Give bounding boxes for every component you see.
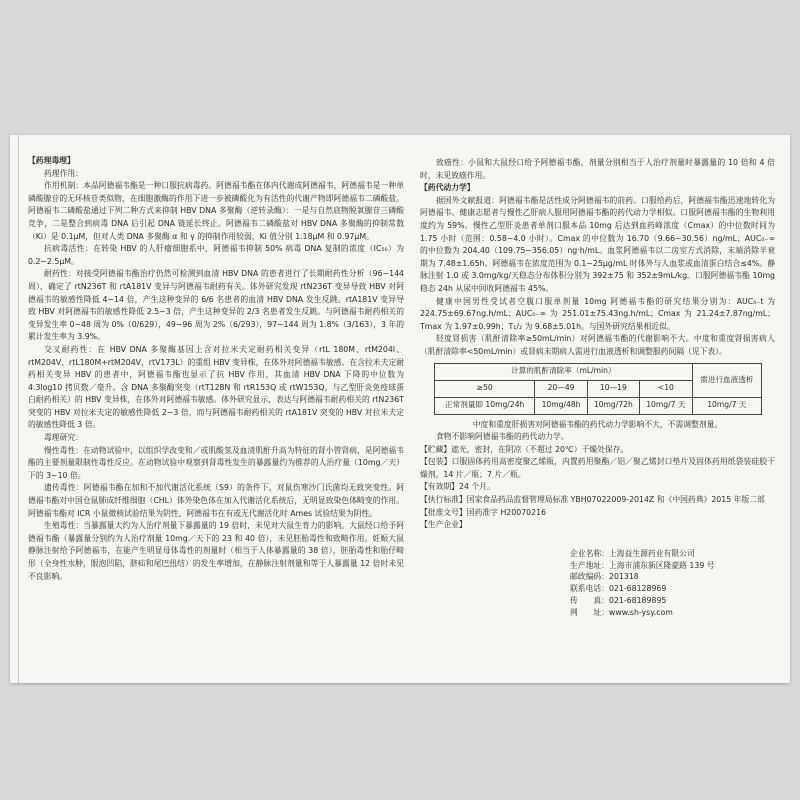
table-cell: 20—49 — [535, 380, 587, 397]
chronic-toxicity-paragraph: 慢性毒性：在动物试验中，以组织学改变和／或肌酸氢及血清肌酐升高为特征的肾小管肾病，是阿德福韦酯的主要剂量限制性毒性反应。在动物试验中观察到肾毒性发生的暴露量约为推荐的人治疗量（10mg／天）下的 3~10 倍。 — [28, 445, 404, 480]
company-name: 企业名称：上海益生源药业有限公司 — [570, 548, 695, 558]
cross-resistance-paragraph: 交叉耐药性：在 HBV DNA 多聚酶基因上含对拉米夫定耐药相关变异（rtL 180M、rtM204I、rtM204V、rtL180M+rtM204V、rtV173L）的重组 HBV 变异株，在体外对阿德福韦敏感。在含拉米夫定耐药相关变异 HBV 的患者中，阿德福韦酯也显示了抗 HBV 作用，其血清 HBV DNA 下降的中位数为 4.3log10 拷贝数／毫升。含 DNA 多聚酶突变（rtT128N 和 rtR153Q 或 rtW153Q，与乙型肝炎免疫球蛋白耐药相关）的 HBV 变异株，在体外对阿德福韦敏感。体外研究显示，表达与阿德福韦耐药相关的 rtN236T 突变的 HBV 对拉米夫定的敏感性降低 2~3 倍，而与阿德福韦耐药相关的 rtA181V 突变的 HBV 对拉米夫定的敏感性降低 3 倍。 — [28, 344, 404, 430]
company-postcode: 邮政编码：201318 — [570, 572, 639, 582]
pharmacokinetics-header: 【药代动力学】 — [420, 183, 475, 193]
validity-section: 【有效期】24 个月。 — [420, 482, 495, 492]
standard-section: 【执行标准】国家食品药品监督管理局标准 YBH07022009-2014Z 和《中国药典》2015 年版二部 — [420, 495, 765, 505]
fold-line — [18, 135, 19, 683]
company-info — [570, 548, 775, 619]
table-cell: <10 — [639, 380, 692, 397]
table-row — [435, 363, 762, 380]
table-cell: 10mg/7 天 — [639, 397, 692, 414]
table-header-clearance: 计算的肌酐清除率（mL/min） — [435, 363, 693, 380]
table-cell: 10mg/48h — [535, 397, 587, 414]
company-fax: 传 真：021-68189895 — [570, 596, 667, 606]
table-cell: 10mg/72h — [587, 397, 639, 414]
pk-paragraph-3: 轻度肾损害（肌酐清除率≥50mL/min）对阿德福韦酯的代谢影响不大。中度和重度肾损害病人（肌酐清除率<50mL/min）或肾病末期病人需进行血液透析和调整服药间隔（见下表）。 — [420, 334, 775, 356]
storage-section: 【贮藏】遮光，密封，在阴凉（不超过 20℃）干燥处保存。 — [420, 444, 629, 454]
reproductive-toxicity-paragraph: 生殖毒性：当暴露量大约为人治疗剂量下暴露量的 19 倍时，未见对大鼠生育力的影响。大鼠经口给予阿德福韦酯（暴露量分别约为人治疗剂量 10mg／天下的 23 和 40 倍），未见胚胎毒性和致畸作用。妊娠大鼠静脉注射给予阿德福韦，在能产生明显母体毒性的剂量时（相当于人体暴露量的 38 倍），胚胎毒性和胎仔畸形（全身性水肿，眼泡凹陷，脐疝和尾巴扭结）的发生率增加，在静脉注射剂量和等于人暴露量 12 倍时未见不良影响。 — [28, 521, 404, 581]
manufacturer-header: 【生产企业】 — [420, 520, 467, 530]
company-website: 网 址：www.sh-ysy.com — [570, 607, 673, 617]
table-header-dialysis: 需进行血液透析 — [692, 363, 761, 397]
table-cell: 正常剂量即 10mg/24h — [435, 397, 535, 414]
mechanism-paragraph: 作用机制：本品阿德福韦酯是一种口服抗病毒药。阿德福韦酯在体内代谢成阿德福韦，阿德福韦是一种单磷酸腺苷的无环核苷类似物，在细胞激酶的作用下进一步被磷酸化为有活性的代谢产物即阿德福韦二磷酸盐。阿德福韦二磷酸盐通过下列二种方式来抑制 HBV DNA 多聚酶（逆转录酶）：一是与自然底物脱氧腺苷三磷酸竞争，二是整合到病毒 DNA 后引起 DNA 链延长终止。阿德福韦二磷酸盐对 HBV DNA 多聚酶的抑制常数（Ki）是 0.1μM，但对人类 DNA 多聚酶 α 和 γ 的抑制作用较弱，Ki 值分别 1.18μM 和 0.97μM。 — [28, 181, 404, 241]
pk-paragraph-2: 健康中国男性受试者空腹口服单剂量 10mg 阿德福韦酯的研究结果分别为：AUC₀₋t 为 224.75±69.67ng.h/mL；AUC₀₋∞ 为 251.01±75.43ng.h/mL；Cmax 为 21.24±7.87ng/mL；Tmax 为 1.97±0.99h；T₁/₂ 为 9.68±5.01h。与国外研究结果相近似。 — [420, 296, 775, 331]
genetic-toxicity-paragraph: 遗传毒性：阿德福韦酯在加和不加代谢活化系统（S9）的条件下，对鼠伤寒沙门氏菌均无致突变性。阿德福韦酯对中国仓鼠肺成纤维细胞（CHL）体外染色体在加入代谢活化系统后，无明显致染色体畸变的作用。阿德福韦酯对 ICR 小鼠微核试验结果为阴性，阿德福韦在有或无代谢活化时 Ames 试验结果为阴性。 — [28, 483, 404, 518]
leaflet-sheet — [10, 135, 790, 683]
table-cell: 10—19 — [587, 380, 639, 397]
pk-paragraph-4: 中度和重度肝损害对阿德福韦酯的药代动力学影响不大，不需调整剂量。 — [472, 419, 723, 429]
approval-section: 【批准文号】国药准字 H20070216 — [420, 507, 546, 517]
antiviral-paragraph: 抗病毒活性：在转染 HBV 的人肝瘤细胞系中，阿德福韦抑制 50% 病毒 DNA 复制的浓度（IC₅₀）为 0.2~2.5μM。 — [28, 244, 404, 266]
package-section: 【包装】口服固体药用高密度聚乙烯瓶，内置药用聚酯／铝／聚乙烯封口垫片及固体药用纸袋装硅胶干燥剂。14 片／瓶；7 片／瓶。 — [420, 457, 775, 479]
pharmacology-action-title: 药理作用： — [44, 168, 83, 178]
toxicology-title: 毒理研究： — [44, 433, 83, 443]
resistance-paragraph: 耐药性：对接受阿德福韦酯治疗仍然可检测到血清 HBV DNA 的患者进行了长期耐药性分析（96~144 周），确定了 rtN236T 和 rtA181V 变异与阿德福韦耐药有关。体外研究发现 rtN236T 变异导致 HBV 对阿德福韦的敏感性降低 4~14 倍，产生这种变异的 6/6 名患者的血清 HBV DNA 发生反跳。rtA181V 变异导致 HBV 对阿德福韦的敏感性降低 2.5~3 倍，产生这种变异的 2/3 名患者发生反跳。与阿德福韦耐药相关的变异发生率 0~48 周为 0%（0/629），49~96 周为 2%（6/293），97~144 周为 1.8%（3/163），3 年的累计发生率为 3.9%。 — [28, 269, 404, 342]
carcinogenicity-paragraph: 致癌性：小鼠和大鼠经口给予阿德福韦酯，剂量分别相当于人治疗剂量时暴露量的 10 倍和 4 倍时，未见致癌作用。 — [420, 158, 775, 180]
pk-paragraph-1: 据国外文献报道：阿德福韦酯是活性成分阿德福韦的前药。口服给药后，阿德福韦酯迅速地转化为阿德福韦。健康志愿者与慢性乙肝病人服用阿德福韦酯的药代动力学相似。口服阿德福韦酯的生物利用度约为 59%。慢性乙型肝炎患者单剂口服本品 10mg 后达到血药峰浓度（Cmax）的中位数时间为 1.75 小时（范围：0.58~4.0 小时）。Cmax 的中位数为 16.70（9.66~30.56）ng/mL；AUC₀₋∞ 的中位数为 204.40（109.75~356.05）ng·h/mL。血浆阿德福韦以二房室方式消除，末端消除半衰期为 7.48±1.65h。阿德福韦在浓度范围为 0.1~25μg/mL 时体外与人血浆或血清蛋白结合≤4%。静脉注射 1.0 或 3.0mg/kg/天稳态分布体积分别为 392±75 和 352±9mL/kg。口服阿德福韦酯 10mg 稳态 24h 从尿中回收阿德福韦 45%。 — [420, 195, 775, 293]
table-row — [435, 397, 762, 414]
company-address: 生产地址：上海市浦东新区隆豪路 139 号 — [570, 560, 715, 570]
left-column — [28, 155, 404, 583]
renal-dosing-table — [434, 363, 762, 415]
table-cell: 10mg/7 天 — [692, 397, 761, 414]
pharmacology-header: 【药理毒理】 — [28, 156, 75, 165]
company-phone: 联系电话：021-68128969 — [570, 584, 667, 594]
right-column — [420, 157, 775, 619]
pk-paragraph-5: 食物不影响阿德福韦酯的药代动力学。 — [436, 432, 569, 442]
table-cell: ≥50 — [435, 380, 535, 397]
